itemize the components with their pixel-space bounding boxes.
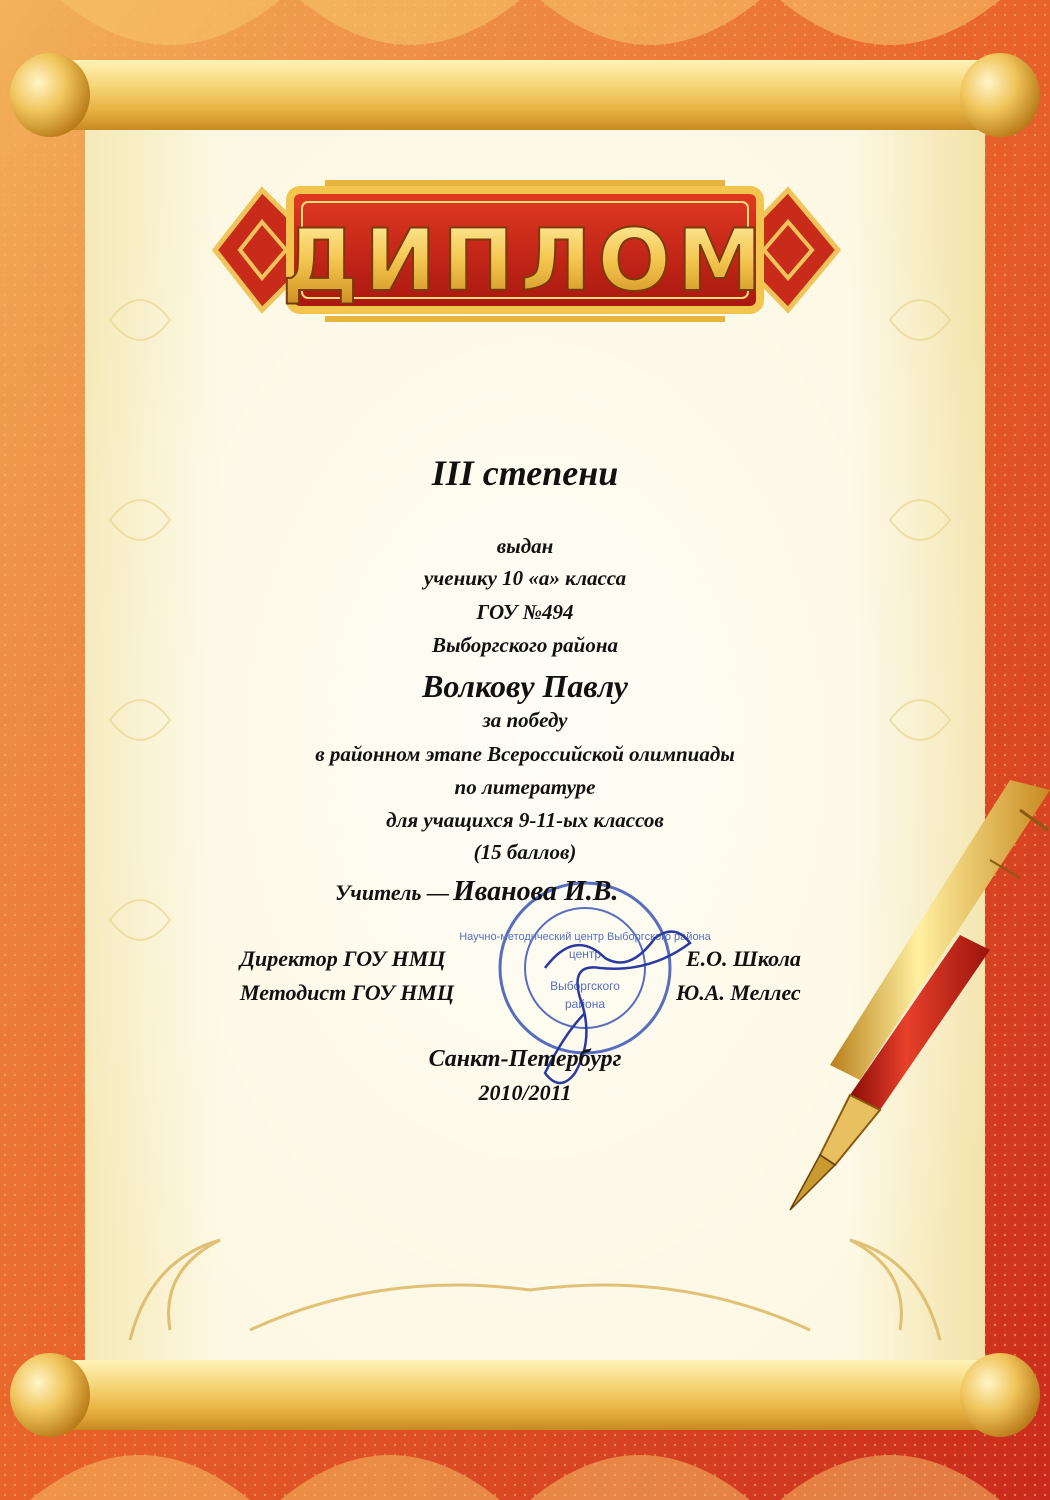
olympiad-stage: в районном этапе Всероссийской олимпиады — [315, 742, 735, 766]
director-label: Директор ГОУ НМЦ — [240, 946, 446, 971]
recipient-name: Волкову Павлу — [422, 668, 628, 704]
score-text: (15 баллов) — [473, 840, 577, 864]
teacher-name: Иванова И.В. — [452, 876, 619, 907]
methodist-label: Методист ГОУ НМЦ — [240, 980, 454, 1005]
svg-text:района: района — [564, 997, 606, 1011]
district-name: Выборгского района — [431, 633, 619, 657]
director-name: Е.О. Школа — [686, 946, 801, 971]
olympiad-subject: по литературе — [454, 775, 596, 799]
teacher-label: Учитель — — [335, 880, 449, 905]
svg-text:центр: центр — [568, 947, 602, 961]
teacher-line — [335, 876, 618, 908]
svg-text:Выборгского: Выборгского — [550, 979, 620, 993]
stamp-text: Научно-методический центр Выборгского района — [459, 931, 711, 943]
diploma-degree: III степени — [431, 453, 619, 493]
city-name: Санкт-Петербург — [428, 1046, 622, 1072]
academic-year: 2010/2011 — [478, 1080, 572, 1105]
diploma-title: ДИПЛОМ — [281, 211, 769, 311]
issued-text: выдан — [496, 534, 554, 558]
student-class: ученику 10 «а» класса — [423, 566, 627, 590]
school-name: ГОУ №494 — [476, 600, 574, 624]
for-victory-text: за победу — [482, 708, 568, 732]
methodist-name: Ю.А. Меллес — [676, 980, 801, 1005]
olympiad-audience: для учащихся 9-11-ых классов — [386, 808, 664, 832]
